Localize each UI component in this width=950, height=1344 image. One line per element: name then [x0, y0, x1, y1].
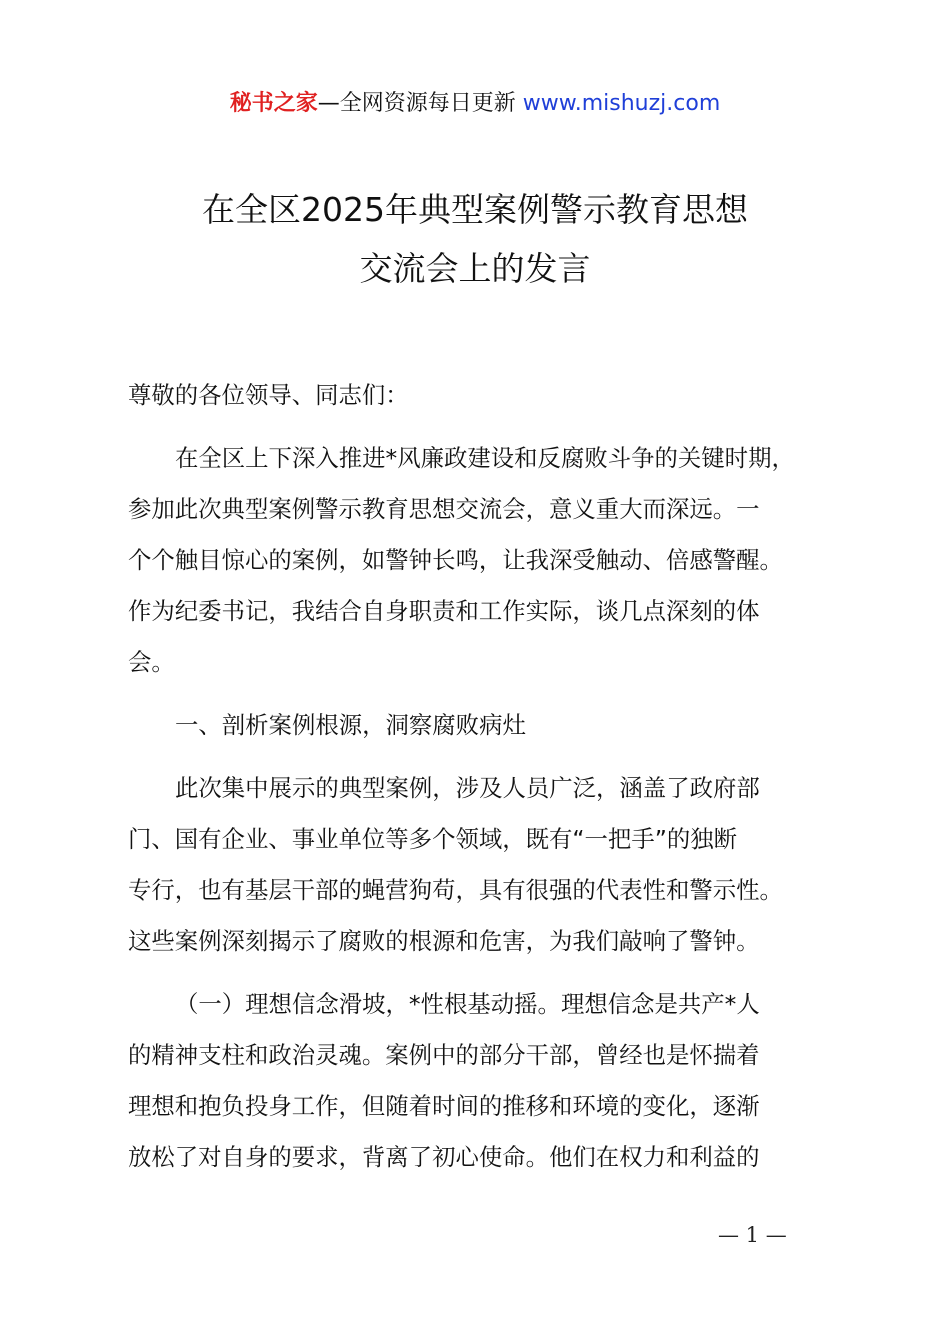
title-line-2: 交流会上的发言 — [359, 249, 591, 288]
document-body — [128, 370, 846, 1195]
title-line-1: 在全区2025年典型案例警示教育思想 — [202, 190, 748, 229]
text-line: 门、国有企业、事业单位等多个领域，既有“一把手”的独断 — [128, 825, 737, 853]
text-line: 在全区上下深入推进*风廉政建设和反腐败斗争的关键时期， — [175, 444, 795, 472]
text-line: 会。 — [128, 648, 175, 676]
text-line: 放松了对自身的要求，背离了初心使命。他们在权力和利益的 — [128, 1143, 760, 1171]
text-line: 专行，也有基层干部的蝇营狗苟，具有很强的代表性和警示性。 — [128, 876, 783, 904]
text-line: 的精神支柱和政治灵魂。案例中的部分干部，曾经也是怀揣着 — [128, 1041, 760, 1069]
page-number: — 1 — — [718, 1223, 787, 1247]
site-header — [0, 88, 950, 120]
text-line: 理想和抱负投身工作，但随着时间的推移和环境的变化，逐渐 — [128, 1092, 760, 1120]
text-line: 个个触目惊心的案例，如警钟长鸣，让我深受触动、倍感警醒。 — [128, 546, 783, 574]
paragraph-subsection-1 — [128, 979, 846, 1183]
paragraph-intro — [128, 433, 846, 688]
section-heading-1 — [128, 700, 846, 751]
paragraph-cases — [128, 763, 846, 967]
greeting: 尊敬的各位领导、同志们： — [128, 381, 409, 409]
text-line: （一）理想信念滑坡，*性根基动摇。理想信念是共产*人 — [175, 990, 760, 1018]
text-line: 作为纪委书记，我结合自身职责和工作实际，谈几点深刻的体 — [128, 597, 760, 625]
text-line: 这些案例深刻揭示了腐败的根源和危害，为我们敲响了警钟。 — [128, 927, 760, 955]
heading-line: 一、剖析案例根源，洞察腐败病灶 — [175, 711, 526, 739]
text-line: 参加此次典型案例警示教育思想交流会，意义重大而深远。一 — [128, 495, 760, 523]
site-url-link[interactable]: www.mishuzj.com — [522, 91, 721, 116]
site-tagline: —全网资源每日更新 — [317, 91, 516, 116]
site-brand: 秘书之家 — [229, 91, 318, 116]
text-line: 此次集中展示的典型案例，涉及人员广泛，涵盖了政府部 — [175, 774, 760, 802]
document-title — [0, 180, 950, 298]
